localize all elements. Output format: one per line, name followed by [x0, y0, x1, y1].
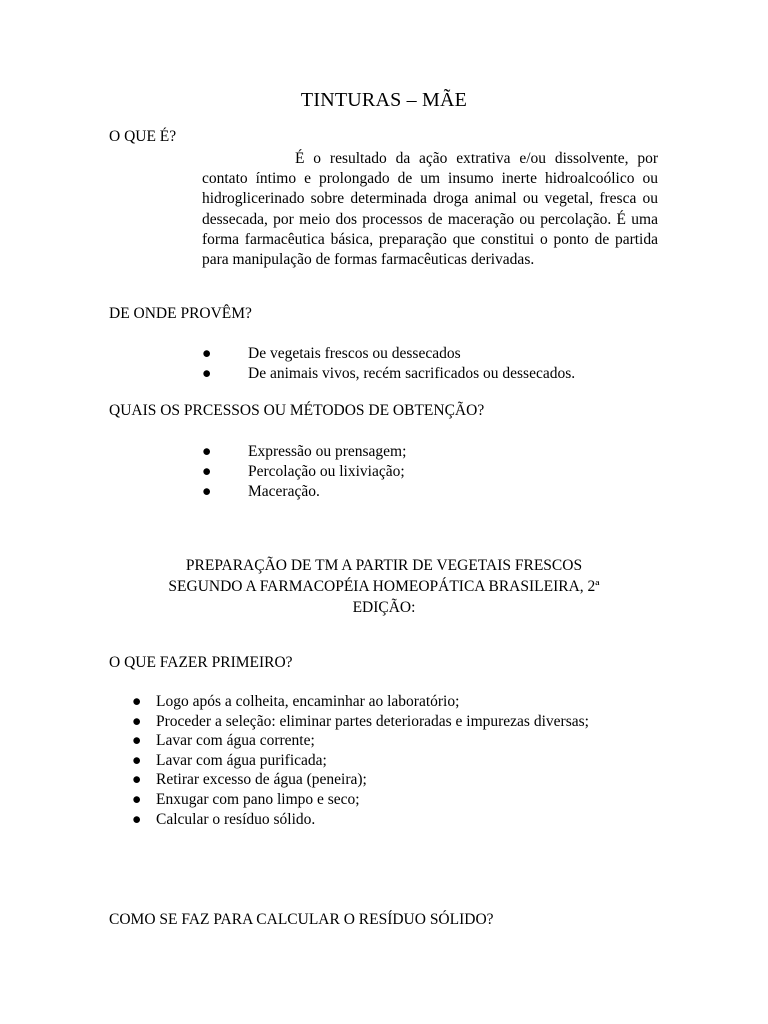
- bullet-icon: ●: [132, 751, 142, 769]
- list-item-text: Retirar excesso de água (peneira);: [156, 771, 367, 789]
- list-item-text: De animais vivos, recém sacrificados ou dessecados.: [248, 365, 576, 382]
- preparacao-line: SEGUNDO A FARMACOPÉIA HOMEOPÁTICA BRASILEIRA, 2ª: [168, 578, 600, 595]
- heading-primeiro: O QUE FAZER PRIMEIRO?: [109, 654, 293, 671]
- bullet-icon: ●: [132, 810, 142, 828]
- section-heading-preparacao: [110, 555, 658, 618]
- list-origem: [202, 344, 575, 384]
- bullet-icon: ●: [202, 365, 212, 382]
- bullet-icon: ●: [132, 712, 142, 730]
- list-item-text: De vegetais frescos ou dessecados: [248, 345, 461, 362]
- list-item: [202, 344, 575, 364]
- list-item-text: Lavar com água purificada;: [156, 751, 327, 769]
- list-item-text: Logo após a colheita, encaminhar ao laboratório;: [156, 693, 460, 710]
- list-item: [132, 751, 658, 771]
- list-item: [132, 770, 658, 790]
- heading-processos: QUAIS OS PRCESSOS OU MÉTODOS DE OBTENÇÃO?: [109, 402, 485, 419]
- list-item: [132, 731, 658, 751]
- preparacao-line: EDIÇÃO:: [352, 599, 416, 616]
- list-item-text: Percolação ou lixiviação;: [248, 463, 405, 480]
- bullet-icon: ●: [202, 483, 212, 500]
- list-item: [202, 442, 406, 462]
- list-item-text: Proceder a seleção: eliminar partes deterioradas e impurezas diversas;: [156, 712, 589, 730]
- list-item-text: Enxugar com pano limpo e seco;: [156, 790, 360, 808]
- paragraph-definition-text: É o resultado da ação extrativa e/ou dissolvente, por contato íntimo e prolongado de um insumo inerte hidroalcoólico ou hidroglicerinado sobre determinada droga animal ou vegetal, fresca ou dessecada, por meio dos processos de maceração ou percolação. É uma forma farmacêutica básica, preparação que constitui o ponto de partida para manipulação de formas farmacêuticas derivadas.: [202, 150, 658, 269]
- list-item: [132, 790, 658, 810]
- list-item-text: Maceração.: [248, 483, 320, 500]
- document-title: TINTURAS – MÃE: [300, 89, 468, 111]
- bullet-icon: ●: [132, 790, 142, 808]
- bullet-icon: ●: [202, 463, 212, 480]
- paragraph-definition: [202, 149, 658, 270]
- bullet-icon: ●: [132, 771, 142, 789]
- heading-o-que-e: O QUE É?: [109, 128, 177, 145]
- preparacao-line: PREPARAÇÃO DE TM A PARTIR DE VEGETAIS FRESCOS: [185, 557, 583, 574]
- list-item: [132, 692, 658, 712]
- list-item: [132, 810, 658, 830]
- bullet-icon: ●: [202, 443, 212, 460]
- heading-origem: DE ONDE PROVÊM?: [109, 305, 252, 322]
- list-item: [202, 364, 575, 384]
- list-item: [202, 482, 406, 502]
- bullet-icon: ●: [132, 732, 142, 750]
- list-item-text: Lavar com água corrente;: [156, 732, 315, 750]
- list-item: [132, 712, 658, 732]
- list-processos: [202, 442, 406, 502]
- bullet-icon: ●: [132, 693, 142, 710]
- list-item-text: Calcular o resíduo sólido.: [156, 810, 316, 828]
- list-item-text: Expressão ou prensagem;: [248, 443, 407, 460]
- bullet-icon: ●: [202, 345, 212, 362]
- heading-residuo: COMO SE FAZ PARA CALCULAR O RESÍDUO SÓLIDO?: [109, 911, 494, 928]
- list-primeiro: [132, 692, 658, 829]
- list-item: [202, 462, 406, 482]
